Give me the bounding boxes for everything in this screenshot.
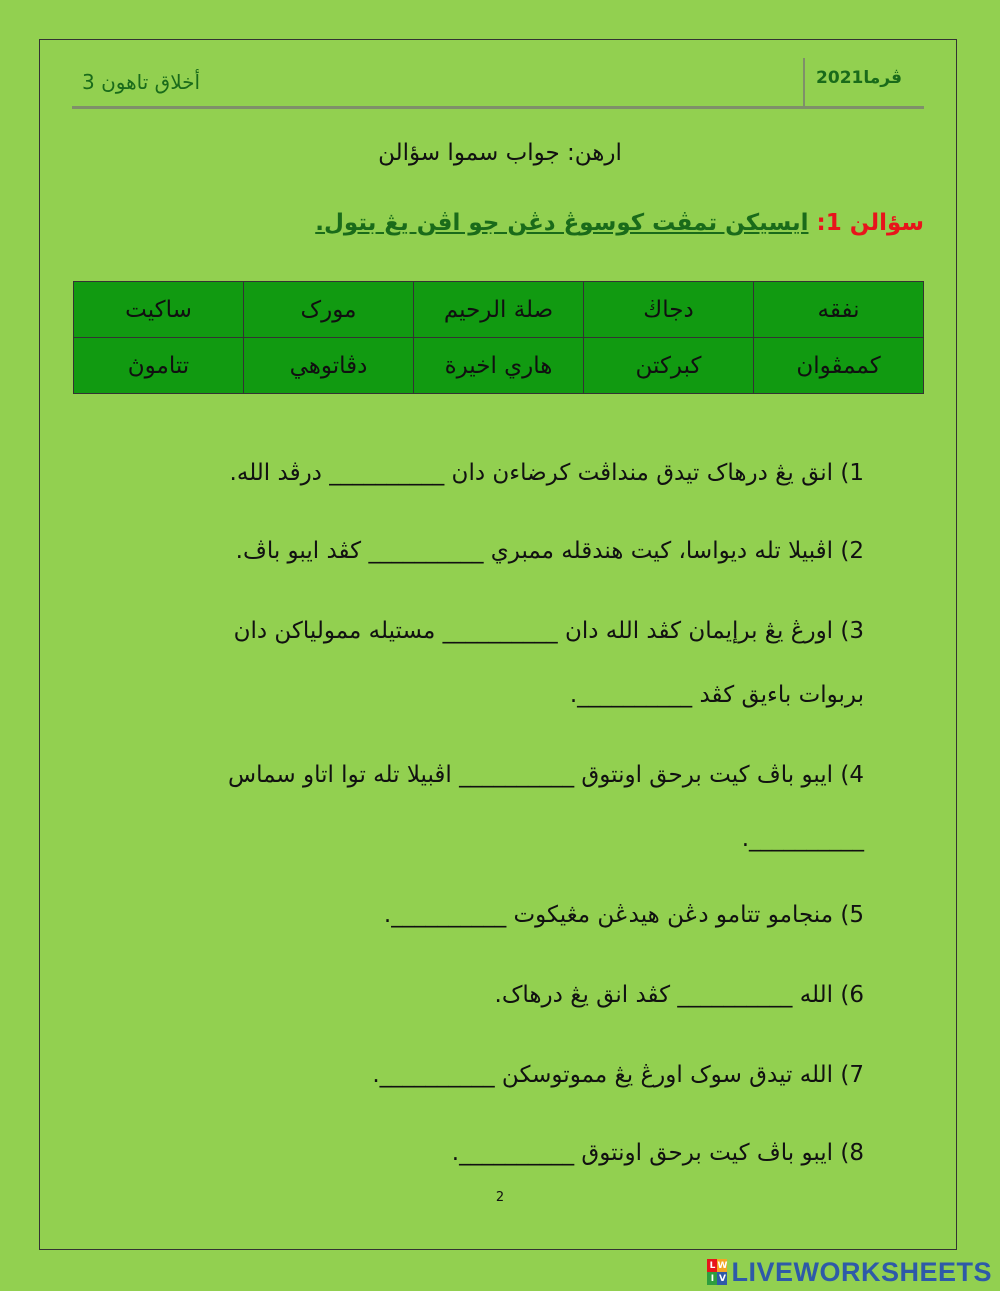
page-number: 2 — [495, 1190, 505, 1205]
logo-letter: W — [717, 1260, 728, 1271]
item-6[interactable]: 6) الله __________ كڤد انق يڠ درهاک. — [494, 982, 864, 1008]
word-cell: مورک — [244, 282, 414, 338]
word-cell: هاري اخيرة — [414, 338, 584, 394]
logo-icon — [707, 1259, 727, 1285]
form-year: ڤرما2021 — [816, 68, 902, 88]
word-cell: دڤاتوهي — [244, 338, 414, 394]
liveworksheets-logo — [707, 1257, 992, 1287]
word-cell: صلة الرحيم — [414, 282, 584, 338]
item-8[interactable]: 8) ايبو باڤ كيت برحق اونتوق __________. — [451, 1140, 864, 1166]
item-1[interactable]: 1) انق يڠ درهاک تيدق منداڤت كرضاءن دان __________ درڤد الله. — [229, 460, 864, 486]
subject-title: أخلاق تاهون 3 — [82, 70, 201, 94]
item-3-line-2[interactable]: بربوات باءيق كڤد __________. — [569, 682, 864, 708]
word-bank-table — [73, 281, 924, 394]
logo-letter: I — [707, 1272, 717, 1285]
item-4-line-2[interactable]: __________. — [741, 826, 864, 852]
word-bank-row — [74, 282, 924, 338]
word-cell: ساكيت — [74, 282, 244, 338]
logo-letter: L — [707, 1259, 717, 1272]
brand-name: LIVEWORKSHEETS — [731, 1256, 992, 1287]
question-heading — [315, 210, 924, 236]
item-3-line-1[interactable]: 3) اورڠ يڠ برإيمان كڤد الله دان __________ مستيله ممولياكن دان — [233, 618, 864, 644]
word-cell: نفقه — [754, 282, 924, 338]
word-bank-row — [74, 338, 924, 394]
instruction: ارهن: جواب سموا سؤالن — [378, 140, 622, 166]
question-label: سؤالن 1: — [816, 210, 924, 236]
header — [72, 58, 924, 109]
item-5[interactable]: 5) منجامو تتامو دڠن هيدڠن مڠيكوت __________. — [383, 902, 864, 928]
word-cell: كممڤوان — [754, 338, 924, 394]
word-cell: دجاڬ — [584, 282, 754, 338]
word-cell: تتاموڽ — [74, 338, 244, 394]
question-text: ايسيكن تمڤت كوسوڠ دڠن جو اڤن يڠ بتول. — [315, 210, 809, 236]
item-2[interactable]: 2) اڤبيلا تله ديواسا، كيت هندقله ممبري __________ كڤد ايبو باڤ. — [235, 538, 864, 564]
header-divider — [803, 58, 805, 106]
item-7[interactable]: 7) الله تيدق سوک اورڠ يڠ مموتوسكن __________. — [372, 1062, 864, 1088]
word-cell: كبركتن — [584, 338, 754, 394]
logo-letter: V — [718, 1273, 726, 1284]
item-4-line-1[interactable]: 4) ايبو باڤ كيت برحق اونتوق __________ اڤبيلا تله توا اتاو سماس — [228, 762, 864, 788]
